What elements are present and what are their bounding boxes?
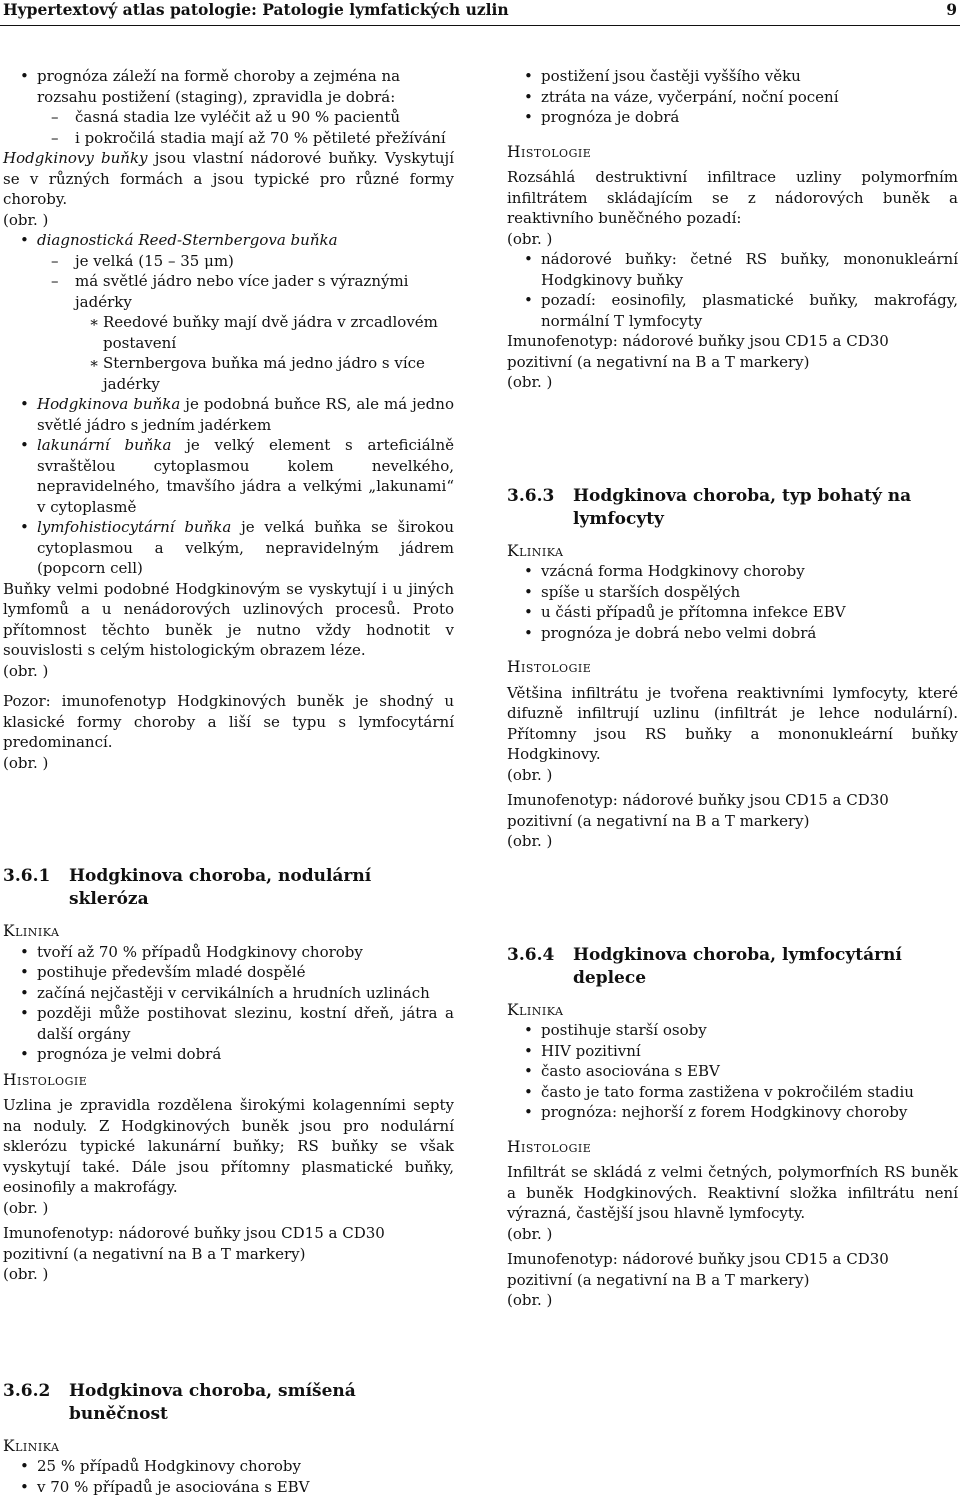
right-column bbox=[507, 66, 958, 1311]
immunophenotype: Imunofenotyp: nádorové buňky jsou CD15 a CD30 pozitivní (a negativní na B a T markery) bbox=[507, 790, 958, 831]
list-item: • prognóza je velmi dobrá bbox=[3, 1044, 454, 1065]
list-item: • prognóza je dobrá bbox=[507, 107, 958, 128]
page-number: 9 bbox=[946, 0, 957, 21]
list-item: • často je tato forma zastižena v pokročilém stadiu bbox=[507, 1082, 958, 1103]
list-item: • lakunární buňka je velký element s arteficiálně svraštělou cytoplasmou kolem nevelkého, nepravidelného, tmavšího jádra a velkými „lakunami“ v cytoplasmě bbox=[3, 435, 454, 517]
figure-ref: (obr. ) bbox=[507, 1290, 958, 1311]
list-item: • vzácná forma Hodgkinovy choroby bbox=[507, 561, 958, 582]
klinika-label: Klinika bbox=[3, 1436, 454, 1457]
klinika-list bbox=[507, 561, 958, 643]
figure-ref: (obr. ) bbox=[3, 753, 454, 774]
running-title: Hypertextový atlas patologie: Patologie lymfatických uzlin bbox=[3, 0, 509, 21]
list-item: • prognóza záleží na formě choroby a zejména na rozsahu postižení (staging), zpravidla je dobrá: – časná stadia lze vyléčit až u 90 % pacientů – i pokročilá stadia mají až 70 % pětileté přežívání bbox=[3, 66, 454, 148]
list-item: ∗ Sternbergova buňka má jedno jádro s více jadérky bbox=[3, 353, 454, 394]
list-item: • ztráta na váze, vyčerpání, noční pocení bbox=[507, 87, 958, 108]
list-item: • u části případů je přítomna infekce EBV bbox=[507, 602, 958, 623]
histologie-text: Většina infiltrátu je tvořena reaktivními lymfocyty, které difuzně infiltrují uzlinu (infiltrát je lehce nodulární). Přítomny jsou RS buňky a mononukleární buňky Hodgkinovy. bbox=[507, 683, 958, 765]
list-item: • diagnostická Reed-Sternbergova buňka – je velká (15 – 35 μm) – má světlé jádro nebo více jader s výraznými jadérky ∗ Reedové buňky mají dvě jádra v zrcadlovém postavení ∗ Sternbergova buňka má jedno jádro s více jadérky bbox=[3, 230, 454, 394]
list-item: • tvoří až 70 % případů Hodgkinovy choroby bbox=[3, 942, 454, 963]
klinika-label: Klinika bbox=[3, 921, 454, 942]
list-item: • začíná nejčastěji v cervikálních a hrudních uzlinách bbox=[3, 983, 454, 1004]
list-item: • prognóza je dobrá nebo velmi dobrá bbox=[507, 623, 958, 644]
list-item: • postihuje především mladé dospělé bbox=[3, 962, 454, 983]
histologie-label: Histologie bbox=[507, 657, 958, 678]
list-item: • 25 % případů Hodgkinovy choroby bbox=[3, 1456, 454, 1477]
list-item: • lymfohistiocytární buňka je velká buňka se širokou cytoplasmou a velkým, nepravidelným jádrem (popcorn cell) bbox=[3, 517, 454, 579]
similar-cells-paragraph: Buňky velmi podobné Hodgkinovým se vyskytují i u jiných lymfomů a u nenádorových uzlinových procesů. Proto přítomnost těchto buněk je nutno vždy hodnotit v souvislosti s celým histologickým obrazem léze. bbox=[3, 579, 454, 661]
prognosis-list bbox=[3, 66, 454, 148]
figure-ref: (obr. ) bbox=[507, 229, 958, 250]
list-item: – i pokročilá stadia mají až 70 % pětileté přežívání bbox=[3, 128, 454, 149]
left-column bbox=[3, 66, 454, 1497]
list-item: • později může postihovat slezinu, kostní dřeň, játra a další orgány bbox=[3, 1003, 454, 1044]
figure-ref: (obr. ) bbox=[507, 372, 958, 393]
histologie-text: Uzlina je zpravidla rozdělena širokými kolagenními septy na noduly. Z Hodgkinových buněk jsou pro nodulární sklerózu typické lakunární buňky; RS buňky se však vyskytují také. Dále jsou přítomny plasmatické buňky, eosinofily a makrofágy. bbox=[3, 1095, 454, 1198]
page-header bbox=[0, 0, 960, 24]
immunophenotype: Imunofenotyp: nádorové buňky jsou CD15 a CD30 pozitivní (a negativní na B a T markery) bbox=[507, 1249, 958, 1290]
list-item: • HIV pozitivní bbox=[507, 1041, 958, 1062]
immunophenotype: Imunofenotyp: nádorové buňky jsou CD15 a CD30 pozitivní (a negativní na B a T markery) bbox=[3, 1223, 454, 1264]
klinika-list bbox=[507, 1020, 958, 1123]
histologie-label: Histologie bbox=[3, 1070, 454, 1091]
list-item: • v 70 % případů je asociována s EBV bbox=[3, 1477, 454, 1497]
klinika-list bbox=[3, 1456, 454, 1497]
list-item: – je velká (15 – 35 μm) bbox=[3, 251, 454, 272]
section-heading-361: 3.6.1 Hodgkinova choroba, nodulární skleróza bbox=[3, 865, 454, 911]
immunophenotype: Imunofenotyp: nádorové buňky jsou CD15 a CD30 pozitivní (a negativní na B a T markery) bbox=[507, 331, 958, 372]
histologie-label: Histologie bbox=[507, 1137, 958, 1158]
section-heading-362: 3.6.2 Hodgkinova choroba, smíšená buněčnost bbox=[3, 1380, 454, 1426]
section-heading-364: 3.6.4 Hodgkinova choroba, lymfocytární deplece bbox=[507, 944, 958, 990]
list-item: • Hodgkinova buňka je podobná buňce RS, ale má jedno světlé jádro s jedním jadérkem bbox=[3, 394, 454, 435]
figure-ref: (obr. ) bbox=[3, 661, 454, 682]
klinika-label: Klinika bbox=[507, 1000, 958, 1021]
klinika-label: Klinika bbox=[507, 541, 958, 562]
list-item: • prognóza: nejhorší z forem Hodgkinovy choroby bbox=[507, 1102, 958, 1123]
figure-ref: (obr. ) bbox=[3, 210, 454, 231]
top-list bbox=[507, 66, 958, 128]
figure-ref: (obr. ) bbox=[3, 1198, 454, 1219]
histologie-list bbox=[507, 249, 958, 331]
list-item: • pozadí: eosinofily, plasmatické buňky, makrofágy, normální T lymfocyty bbox=[507, 290, 958, 331]
figure-ref: (obr. ) bbox=[507, 765, 958, 786]
section-heading-363: 3.6.3 Hodgkinova choroba, typ bohatý na lymfocyty bbox=[507, 485, 958, 531]
figure-ref: (obr. ) bbox=[507, 831, 958, 852]
klinika-list bbox=[3, 942, 454, 1065]
list-item: • postihuje starší osoby bbox=[507, 1020, 958, 1041]
hodgkin-cells-paragraph: Hodgkinovy buňky jsou vlastní nádorové buňky. Vyskytují se v různých formách a jsou typické pro různé formy choroby. bbox=[3, 148, 454, 210]
histologie-label: Histologie bbox=[507, 142, 958, 163]
figure-ref: (obr. ) bbox=[507, 1224, 958, 1245]
cell-types-list bbox=[3, 230, 454, 579]
warning-paragraph: Pozor: imunofenotyp Hodgkinových buněk je shodný u klasické formy choroby a liší se typu s lymfocytární predominancí. bbox=[3, 691, 454, 753]
histologie-text: Infiltrát se skládá z velmi četných, polymorfních RS buněk a buněk Hodgkinových. Reaktivní složka infiltrátu není výrazná, častější jsou hlavně lymfocyty. bbox=[507, 1162, 958, 1224]
figure-ref: (obr. ) bbox=[3, 1264, 454, 1285]
list-item: • často asociována s EBV bbox=[507, 1061, 958, 1082]
list-item: • spíše u starších dospělých bbox=[507, 582, 958, 603]
list-item: ∗ Reedové buňky mají dvě jádra v zrcadlovém postavení bbox=[3, 312, 454, 353]
list-item: – má světlé jádro nebo více jader s výraznými jadérky ∗ Reedové buňky mají dvě jádra v zrcadlovém postavení ∗ Sternbergova buňka má jedno jádro s více jadérky bbox=[3, 271, 454, 394]
list-item: – časná stadia lze vyléčit až u 90 % pacientů bbox=[3, 107, 454, 128]
list-item: • nádorové buňky: četné RS buňky, mononukleární Hodgkinovy buňky bbox=[507, 249, 958, 290]
histologie-text: Rozsáhlá destruktivní infiltrace uzliny polymorfním infiltrátem skládajícím se z nádorových buněk a reaktivního buněčného pozadí: bbox=[507, 167, 958, 229]
header-rule bbox=[0, 25, 960, 26]
list-item: • postižení jsou častěji vyššího věku bbox=[507, 66, 958, 87]
